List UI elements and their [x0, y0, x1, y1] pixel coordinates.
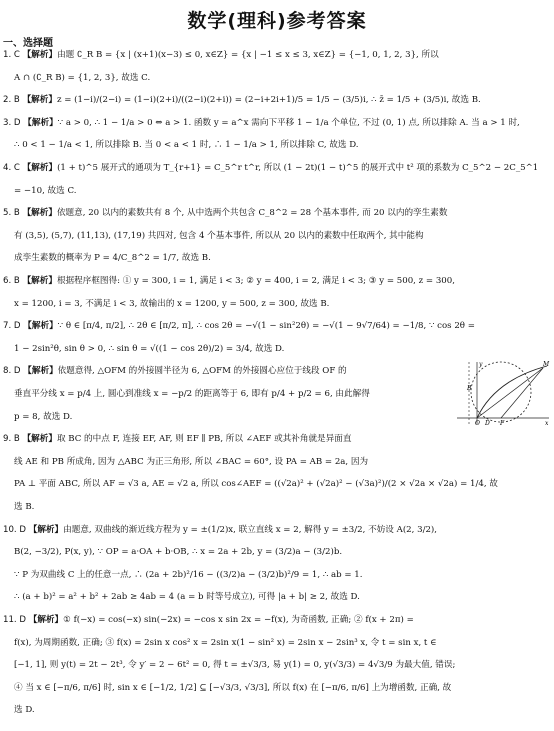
answer-text: 由题意, 双曲线的渐近线方程为 y = ±(1/2)x, 联立直线 x = 2, 解得 y = ±3/2, 不妨设 A(2, 3/2), — [63, 524, 438, 535]
answer-text: = −10, 故选 C. — [14, 185, 77, 196]
answer-line — [14, 140, 551, 151]
answer-line — [14, 389, 434, 400]
answer-line — [14, 683, 551, 694]
answer-line — [14, 186, 551, 197]
answer-text: ∵ θ ∈ [π/4, π/2], ∴ 2θ ∈ [π/2, π], ∴ cos 2θ = −√(1 − sin²2θ) = −√(1 − 9√7/64) = −1/8, ∵ cos 2θ = — [57, 321, 475, 332]
answer-text: ① f(−x) = cos(−x) sin(−2x) = −cos x sin 2x = −f(x), 为奇函数, 正确; ② f(x + 2π) = — [63, 615, 414, 625]
answer-text: f(x), 为周期函数, 正确; ③ f(x) = 2sin x cos² x = 2sin x(1 − sin² x) = 2sin x − 2sin³ x, 令 t = sin x, t ∈ — [14, 637, 437, 648]
question-number: 5. B — [3, 208, 23, 219]
answer-line — [14, 570, 551, 581]
answer-text: 有 (3,5), (5,7), (11,13), (17,19) 共四对, 包含 4 个基本事件, 所以从 20 以内的素数中任取两个, 其中能构 — [14, 230, 424, 241]
analysis-tag: 【解析】 — [28, 524, 64, 535]
answer-line — [14, 547, 551, 558]
answer-text: 依题意得, △OFM 的外接圆半径为 6, △OFM 的外接圆心应位于线段 OF 的 — [57, 366, 347, 377]
analysis-tag: 【解析】 — [22, 434, 57, 445]
segment-om — [477, 368, 543, 418]
figure-label-x: x — [545, 420, 549, 427]
figure-label-m: M — [543, 361, 550, 368]
analysis-tag: 【解析】 — [22, 276, 57, 286]
answer-line — [14, 660, 551, 671]
question-number: 2. B — [3, 95, 23, 106]
analysis-tag: 【解析】 — [22, 163, 58, 173]
answer-text: 依题意, 20 以内的素数共有 8 个, 从中选两个共包含 C_8^2 = 28 个基本事件, 而 20 以内的孪生素数 — [56, 208, 448, 219]
analysis-tag: 【解析】 — [22, 95, 57, 106]
question-number: 8. D — [3, 366, 24, 377]
answer-text: ∵ P 为双曲线 C 上的任意一点, ∴ (2a + 2b)²/16 − ((3/2)a − (3/2)b)²/9 = 1, ∴ ab = 1. — [14, 569, 363, 580]
answer-line — [3, 615, 551, 626]
question-number: 4. C — [3, 163, 23, 173]
answer-line — [14, 344, 551, 355]
analysis-tag: 【解析】 — [22, 50, 58, 60]
answer-line — [14, 479, 498, 490]
answer-text: 选 B. — [14, 502, 35, 512]
answer-text: (1 + t)^5 展开式的通项为 T_{r+1} = C_5^r t^r, 所以 (1 − 2t)(1 − t)^5 的展开式中 t² 项的系数为 C_5^2 − 2C_5^1 — [57, 163, 539, 173]
answer-line — [3, 208, 551, 219]
answer-text: 选 D. — [14, 705, 35, 716]
answer-text: 垂直平分线 x = p/4 上, 圆心到准线 x = −p/2 的距离等于 6, 即有 p/4 + p/2 = 6, 由此解得 — [14, 389, 370, 399]
figure-label-y: y — [479, 361, 483, 368]
answer-text: ∴ 0 < 1 − 1/a < 1, 所以排除 B. 当 0 < a < 1 时, ∴ 1 − 1/a > 1, 所以排除 C, 故选 D. — [14, 140, 359, 151]
answer-text: [−1, 1], 则 y(t) = 2t − 2t³, 令 y′ = 2 − 6t² = 0, 得 t = ±√3/3, 易 y(1) = 0, y(√3/3) = 4√3/9 为最大值, 错误; — [14, 660, 456, 671]
figure-label-b: B — [467, 385, 472, 392]
answer-line — [14, 73, 551, 84]
answer-line — [3, 321, 551, 332]
figure-label-d: D — [485, 420, 490, 427]
answer-line — [3, 118, 551, 129]
answer-line — [14, 705, 551, 716]
question-number: 7. D — [3, 321, 24, 332]
answer-text: PA ⊥ 平面 ABC, 所以 AF = √3 a, AE = √2 a, 所以 cos∠AEF = ((√2a)² + (√2a)² − (√3a)²)/(2 × √2a × √2a) = 1/4, 故 — [14, 479, 498, 490]
question-number: 9. B — [3, 434, 23, 445]
answer-text: 根据程序框图得: ① y = 300, i = 1, 满足 i < 3; ② y = 400, i = 2, 满足 i < 3; ③ y = 500, z = 300, — [56, 276, 455, 286]
answer-text: 1 − 2sin²θ, sin θ > 0, ∴ sin θ = √((1 − cos 2θ)/2) = 3/4, 故选 D. — [14, 343, 285, 354]
answer-text: B(2, −3/2), P(x, y), ∵ OP = a·OA + b·OB, ∴ x = 2a + 2b, y = (3/2)a − (3/2)b. — [14, 547, 343, 558]
analysis-tag: 【解析】 — [28, 615, 64, 625]
answer-line — [3, 50, 551, 61]
page-title: 数学(理科)参考答案 — [187, 10, 367, 32]
question-number: 6. B — [3, 276, 23, 286]
question-number: 1. C — [3, 50, 23, 60]
answer-text: x = 1200, i = 3, 不满足 i < 3, 故输出的 x = 1200, y = 500, z = 300, 故选 B. — [14, 298, 330, 309]
section-heading: 一、选择题 — [3, 38, 53, 49]
answer-text: 由题 ∁_R B = {x | (x+1)(x−3) ≤ 0, x∈Z} = {x | −1 ≤ x ≤ 3, x∈Z} = {−1, 0, 1, 2, 3}, 所以 — [57, 50, 439, 60]
answer-line — [14, 592, 551, 603]
analysis-tag: 【解析】 — [22, 208, 57, 219]
answer-text: ∵ a > 0, ∴ 1 − 1/a > 0 ⇔ a > 1. 函数 y = a^x 需向下平移 1 − 1/a 个单位, 不过 (0, 1) 点, 所以排除 A. 当 a > 1 时, — [57, 117, 520, 128]
analysis-tag: 【解析】 — [23, 321, 58, 332]
answer-line — [14, 412, 434, 423]
parabola-figure — [455, 360, 551, 426]
answer-line — [3, 276, 551, 287]
answer-line — [3, 163, 551, 174]
answer-line — [14, 253, 551, 264]
answer-text: ∴ (a + b)² = a² + b² + 2ab ≥ 4ab = 4 (a = b 时等号成立), 可得 |a + b| ≥ 2, 故选 D. — [14, 592, 360, 603]
figure-label-o: O — [475, 420, 480, 427]
question-number: 10. D — [3, 524, 29, 535]
answer-text: p = 8, 故选 D. — [14, 411, 73, 422]
answer-line — [14, 457, 434, 468]
answer-line — [14, 231, 551, 242]
answer-line — [3, 366, 423, 377]
answer-line — [3, 525, 551, 536]
figure-label-f: F — [500, 420, 505, 427]
answer-line — [3, 95, 551, 106]
answer-line — [14, 638, 551, 649]
answer-text: 成孪生素数的概率为 P = 4/C_8^2 = 1/7, 故选 B. — [14, 253, 211, 264]
answer-line — [14, 502, 434, 513]
answer-line — [14, 299, 551, 310]
answer-text: A ∩ (∁_R B) = {1, 2, 3}, 故选 C. — [14, 72, 151, 83]
answer-text: 线 AE 和 PB 所成角, 因为 △ABC 为正三角形, 所以 ∠BAC = 60°, 设 PA = AB = 2a, 因为 — [14, 456, 369, 467]
question-number: 11. D — [3, 615, 29, 625]
answer-line — [3, 434, 423, 445]
analysis-tag: 【解析】 — [23, 117, 58, 128]
analysis-tag: 【解析】 — [23, 366, 58, 377]
answer-text: 取 BC 的中点 F, 连接 EF, AF, 则 EF ∥ PB, 所以 ∠AEF 或其补角就是异面直 — [56, 434, 352, 445]
question-number: 3. D — [3, 117, 24, 128]
answer-text: ④ 当 x ∈ [−π/6, π/6] 时, sin x ∈ [−1/2, 1/2] ⊆ [−√3/3, √3/3], 所以 f(x) 在 [−π/6, π/6] 上为增函数, 正确, 故 — [14, 682, 452, 693]
answer-text: z = (1−i)/(2−i) = (1−i)(2+i)/((2−i)(2+i)) = (2−i+2i+1)/5 = 1/5 − (3/5)i, ∴ z̄ = 1/5 + (3/5)i, 故选 B. — [56, 95, 481, 106]
